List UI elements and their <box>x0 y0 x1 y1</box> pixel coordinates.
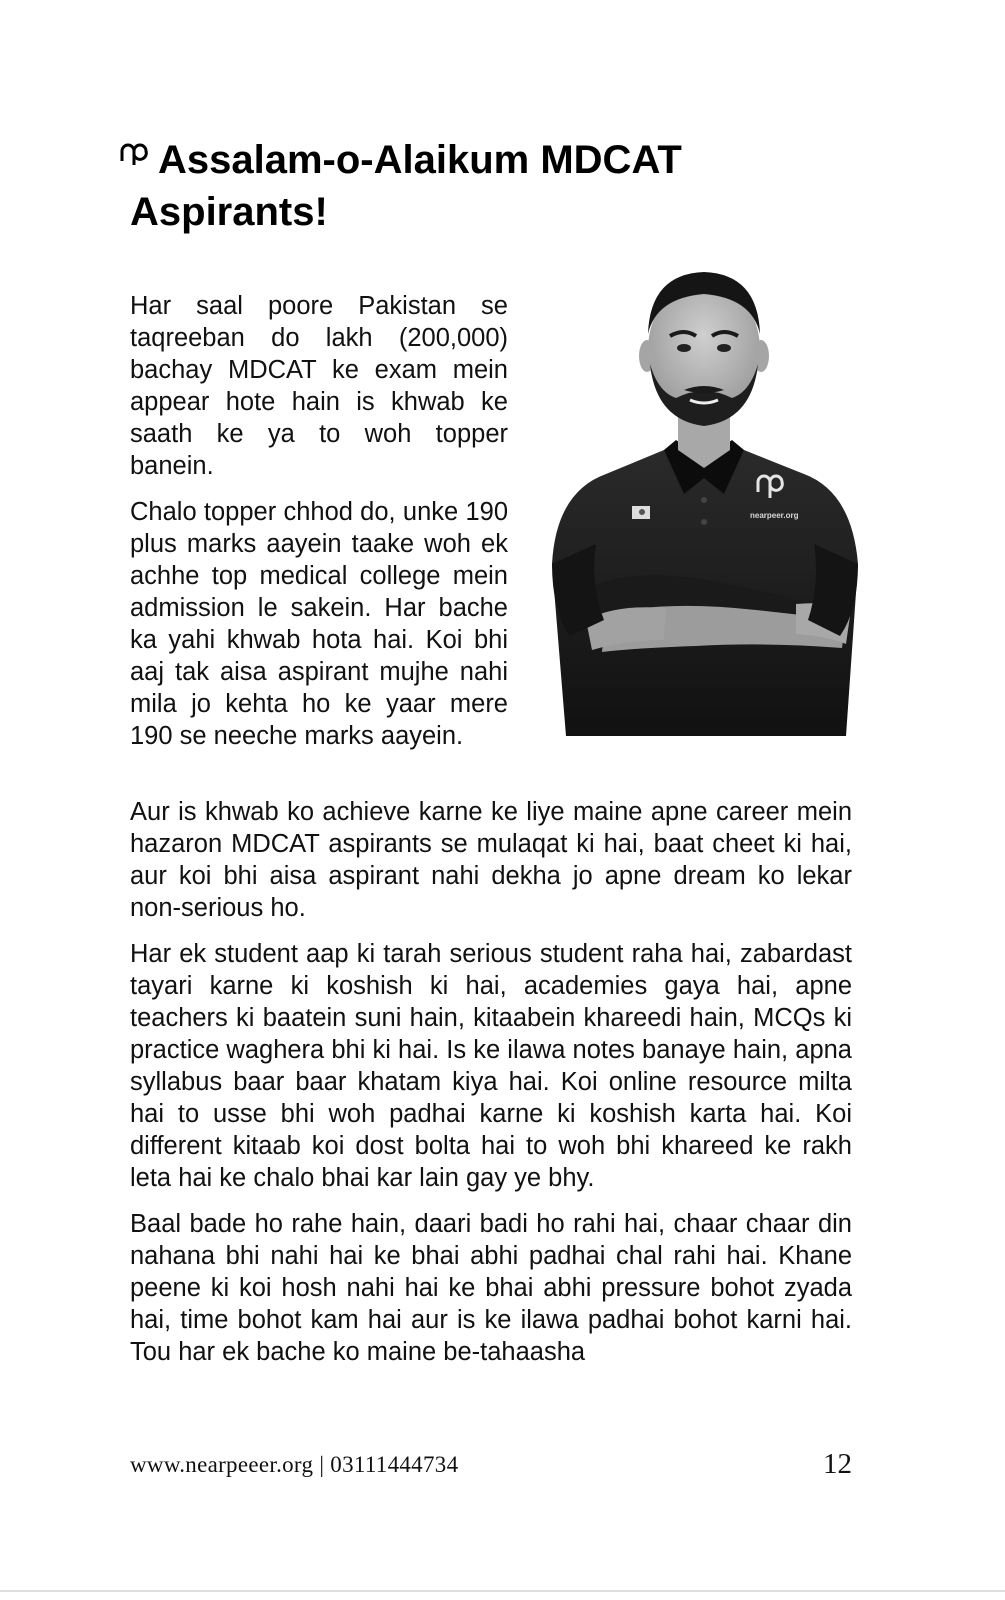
heading-line-1: Assalam-o-Alaikum MDCAT <box>158 138 682 182</box>
bottom-divider <box>0 1590 1005 1592</box>
page-footer <box>130 1448 852 1482</box>
page-number: 12 <box>823 1448 852 1480</box>
main-paragraph-3: Baal bade ho rahe hain, daari badi ho rahi hai, chaar chaar din nahana bhi nahi hai ke bhai abhi padhai chal rahi hai. Khane peene ki koi hosh nahi hai ke bhai abhi pressure bohot zyada hai, time bohot kam hai aur is ke ilawa padhai bohot karni hai. Tou har ek bache ko maine be-tahaasha <box>130 1210 852 1366</box>
page-heading <box>118 128 878 238</box>
footer-contact: www.nearpeeer.org | 03111444734 <box>130 1452 459 1477</box>
intro-column <box>130 290 508 766</box>
intro-paragraph-1: Har saal poore Pakistan se taqreeban do lakh (200,000) bachay MDCAT ke exam mein appear hote hain is khwab ke saath ke ya to woh topper banein. <box>130 292 508 480</box>
main-column <box>130 796 852 1382</box>
heading-line-2: Aspirants! <box>130 190 328 234</box>
intro-paragraph-2: Chalo topper chhod do, unke 190 plus marks aayein taake woh ek achhe top medical college mein admission le sakein. Har bache ka yahi khwab hota hai. Koi bhi aaj tak aisa aspirant mujhe nahi mila jo kehta ho ke yaar mere 190 se neeche marks aayein. <box>130 498 508 750</box>
author-photo <box>546 264 862 736</box>
nearpeer-logo-icon <box>118 128 156 158</box>
main-paragraph-2: Har ek student aap ki tarah serious student raha hai, zabardast tayari karne ki koshish ki hai, academies gaya hai, apne teachers ki baatein suni hain, kitaabein khareedi hain, MCQs ki practice waghera bhi ki hai. Is ke ilawa notes banaye hain, apna syllabus baar baar khatam kiya hai. Koi online resource milta hai to usse bhi woh padhai karne ki koshish karta hai. Koi different kitaab koi dost bolta hai to woh bhi khareed ke rakh leta hai ke chalo bhai kar lain gay ye bhy. <box>130 940 852 1192</box>
main-paragraph-1: Aur is khwab ko achieve karne ke liye maine apne career mein hazaron MDCAT aspirants se mulaqat ki hai, baat cheet ki hai, aur koi bhi aisa aspirant nahi dekha jo apne dream ko lekar non-serious ho. <box>130 798 852 922</box>
shirt-brand-text: nearpeer.org <box>750 511 799 520</box>
